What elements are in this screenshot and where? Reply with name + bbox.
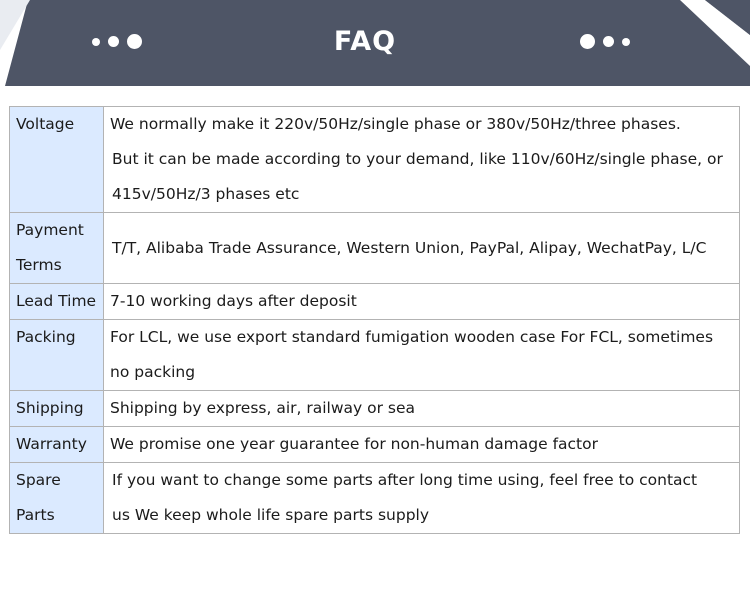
faq-answer-line: us We keep whole life spare parts supply (112, 506, 430, 524)
faq-answer-line: no packing (110, 363, 196, 381)
dot (603, 36, 614, 47)
faq-label-text: Payment Terms (16, 221, 84, 274)
faq-row-voltage (10, 107, 740, 213)
faq-label (10, 320, 104, 391)
faq-label (10, 213, 104, 284)
faq-answer-line: 415v/50Hz/3 phases etc (112, 185, 300, 203)
faq-row-lead-time (10, 284, 740, 320)
faq-answer-line: For LCL, we use export standard fumigation wooden case For FCL, sometimes (110, 328, 714, 346)
dot (622, 38, 630, 46)
faq-label-text: Spare Parts (16, 471, 61, 524)
faq-answer (104, 107, 740, 213)
faq-label-text: Packing (16, 328, 76, 346)
decor-dots-right (580, 34, 630, 49)
faq-label (10, 427, 104, 463)
faq-row-shipping (10, 391, 740, 427)
faq-answer (104, 320, 740, 391)
faq-answer-line: If you want to change some parts after long time using, feel free to contact (112, 471, 698, 489)
faq-answer (104, 463, 740, 534)
faq-answer-line: Shipping by express, air, railway or sea (110, 399, 416, 417)
faq-table (9, 106, 740, 534)
faq-answer-line: We promise one year guarantee for non-human damage factor (110, 435, 598, 453)
faq-answer-line: T/T, Alibaba Trade Assurance, Western Union, PayPal, Alipay, WechatPay, L/C (112, 238, 707, 257)
faq-row-packing (10, 320, 740, 391)
faq-row-spare-parts (10, 463, 740, 534)
faq-answer-line: 7-10 working days after deposit (110, 292, 357, 310)
faq-label-text: Lead Time (16, 292, 97, 310)
faq-label (10, 284, 104, 320)
faq-answer (104, 427, 740, 463)
faq-banner (0, 0, 750, 86)
faq-answer-line: We normally make it 220v/50Hz/single phase or 380v/50Hz/three phases. (110, 115, 681, 133)
faq-answer (104, 213, 740, 284)
page-title: FAQ (333, 26, 397, 57)
faq-row-warranty (10, 427, 740, 463)
dot (580, 34, 595, 49)
faq-label-text: Warranty (16, 435, 87, 453)
faq-label (10, 463, 104, 534)
faq-answer (104, 391, 740, 427)
faq-label-text: Voltage (16, 115, 75, 133)
faq-label (10, 107, 104, 213)
faq-row-payment-terms (10, 213, 740, 284)
faq-label (10, 391, 104, 427)
faq-answer (104, 284, 740, 320)
faq-label-text: Shipping (16, 399, 84, 417)
faq-answer-line: But it can be made according to your demand, like 110v/60Hz/single phase, or (112, 150, 723, 168)
